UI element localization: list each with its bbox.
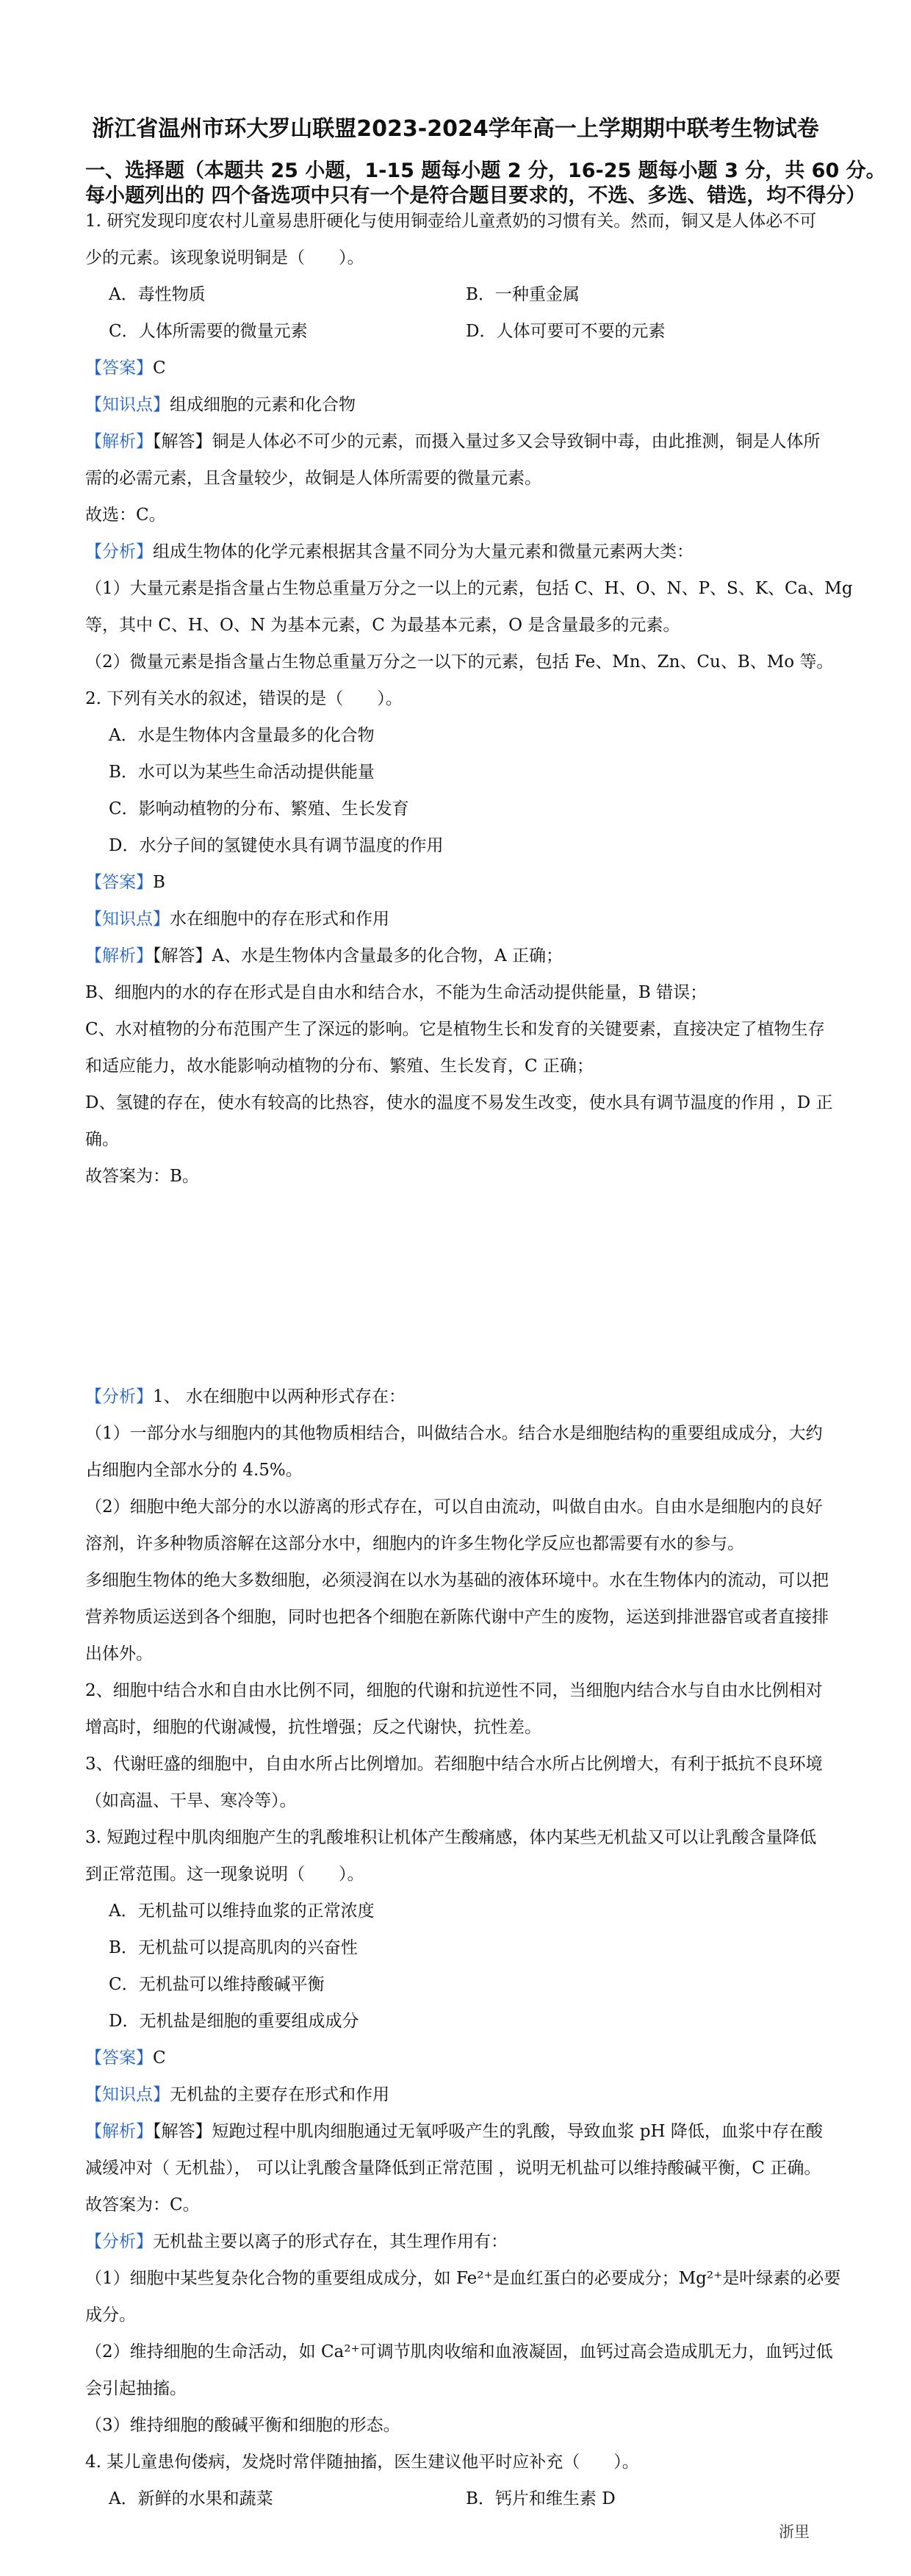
analysis-tag: 【解析】 <box>85 946 153 965</box>
q3-fenxi <box>85 2231 508 2253</box>
q3-option-d: D．无机盐是细胞的重要组成成分 <box>109 2012 359 2031</box>
q4-stem: 4. 某儿童患佝偻病，发烧时常伴随抽搐，医生建议他平时应补充（ ）。 <box>85 2453 639 2472</box>
section-heading: 一、选择题（本题共 25 小题，1-15 题每小题 2 分，16-25 题每小题 3 分，共 60 分。 <box>85 159 886 182</box>
answer-tag: 【答案】 <box>85 2048 153 2068</box>
q1-option-a: A．毒性物质 <box>109 285 206 304</box>
q1-answer <box>85 357 166 379</box>
q2-solution-line: D、氢键的存在，使水有较高的比热容，使水的温度不易发生改变，使水具有调节温度的作用 ，D 正 <box>85 1093 833 1112</box>
q3-solution-line: 减缓冲对（ 无机盐）， 可以让乳酸含量降低到正常范围 ，说明无机盐可以维持酸碱平衡，C 正确。 <box>85 2159 821 2178</box>
q1-solution-final: 故选：C。 <box>85 506 166 525</box>
analysis-tag: 【解析】 <box>85 432 153 451</box>
q3-fenxi-line: （3）维持细胞的酸碱平衡和细胞的形态。 <box>85 2416 400 2435</box>
q3-fenxi-text: 无机盐主要以离子的形式存在，其生理作用有： <box>153 2232 508 2251</box>
q3-option-a: A．无机盐可以维持血浆的正常浓度 <box>109 1902 375 1921</box>
q3-option-c: C．无机盐可以维持酸碱平衡 <box>109 1975 325 1994</box>
q3-stem-cont: 到正常范围。这一现象说明（ ）。 <box>85 1865 364 1884</box>
q3-knowledge-value: 无机盐的主要存在形式和作用 <box>170 2085 389 2104</box>
q2-fenxi-text: 1、 水在细胞中以两种形式存在： <box>153 1387 406 1406</box>
knowledge-tag: 【知识点】 <box>85 910 170 929</box>
q3-solution-final: 故答案为：C。 <box>85 2195 200 2215</box>
q2-fenxi-line: 溶剂，许多种物质溶解在这部分水中，细胞内的许多生物化学反应也都需要有水的参与。 <box>85 1534 744 1553</box>
q1-solution <box>85 431 821 453</box>
q1-option-b: B．一种重金属 <box>466 285 580 304</box>
q1-stem: 1. 研究发现印度农村儿童易患肝硬化与使用铜壶给儿童煮奶的习惯有关。然而，铜又是人体必不可 <box>85 212 817 231</box>
q2-solution-line: C、水对植物的分布范围产生了深远的影响。它是植物生长和发育的关键要素，直接决定了植物生存 <box>85 1020 825 1039</box>
q2-solution-final: 故答案为：B。 <box>85 1167 199 1186</box>
q2-solution <box>85 945 563 967</box>
page-footer: 浙里 <box>779 2523 810 2541</box>
q3-fenxi-line: 会引起抽搐。 <box>85 2379 187 2398</box>
q3-option-b: B．无机盐可以提高肌肉的兴奋性 <box>109 1938 358 1957</box>
q1-fenxi-text: 组成生物体的化学元素根据其含量不同分为大量元素和微量元素两大类： <box>153 542 694 561</box>
knowledge-tag: 【知识点】 <box>85 2085 170 2104</box>
q2-fenxi-line: （1）一部分水与细胞内的其他物质相结合，叫做结合水。结合水是细胞结构的重要组成成分，大约 <box>85 1424 823 1443</box>
q1-solution-text: 铜是人体必不可少的元素，而摄入量过多又会导致铜中毒，由此推测，铜是人体所 <box>212 432 821 451</box>
exam-title: 浙江省温州市环大罗山联盟2023-2024学年高一上学期期中联考生物试卷 <box>92 116 819 142</box>
q2-option-b: B．水可以为某些生命活动提供能量 <box>109 763 375 782</box>
q3-knowledge <box>85 2084 389 2106</box>
fenxi-tag: 【分析】 <box>85 1387 153 1406</box>
q2-answer <box>85 871 165 893</box>
q2-knowledge <box>85 908 389 930</box>
q3-solution <box>85 2120 823 2143</box>
answer-tag: 【答案】 <box>85 873 153 892</box>
q1-option-c: C．人体所需要的微量元素 <box>109 322 308 341</box>
q1-stem-cont: 少的元素。该现象说明铜是（ ）。 <box>85 248 364 267</box>
q2-stem: 2. 下列有关水的叙述，错误的是（ ）。 <box>85 689 403 708</box>
q2-option-d: D．水分子间的氢键使水具有调节温度的作用 <box>109 836 444 855</box>
q2-fenxi-line: 占细胞内全部水分的 4.5%。 <box>85 1461 303 1480</box>
q1-fenxi-line: 等，其中 C、H、O、N 为基本元素，C 为最基本元素，O 是含量最多的元素。 <box>85 616 680 635</box>
q2-fenxi-line: 出体外。 <box>85 1644 153 1663</box>
q2-knowledge-value: 水在细胞中的存在形式和作用 <box>170 910 389 929</box>
q3-fenxi-line: （2）维持细胞的生命活动，如 Ca²⁺可调节肌肉收缩和血液凝固，血钙过高会造成肌无力，血钙过低 <box>85 2342 833 2361</box>
q3-fenxi-line: 成分。 <box>85 2306 136 2325</box>
solution-tag: 【解答】 <box>153 432 212 451</box>
knowledge-tag: 【知识点】 <box>85 395 170 414</box>
answer-tag: 【答案】 <box>85 359 153 378</box>
q2-fenxi-line: 多细胞生物体的绝大多数细胞，必须浸润在以水为基础的液体环境中。水在生物体内的流动，可以把 <box>85 1571 829 1590</box>
q2-fenxi-line: （如高温、干旱、寒冷等）。 <box>85 1791 297 1810</box>
section-heading-cont: 每小题列出的 四个备选项中只有一个是符合题目要求的，不选、多选、错选，均不得分） <box>85 184 866 207</box>
q2-fenxi <box>85 1386 406 1408</box>
fenxi-tag: 【分析】 <box>85 2232 153 2251</box>
q3-answer-value: C <box>153 2048 166 2068</box>
analysis-tag: 【解析】 <box>85 2122 153 2141</box>
q2-answer-value: B <box>153 873 165 892</box>
q4-option-b: B．钙片和维生素 D <box>466 2489 616 2508</box>
q3-fenxi-line: （1）细胞中某些复杂化合物的重要组成成分，如 Fe²⁺是血红蛋白的必要成分；Mg²⁺是叶绿素的必要 <box>85 2269 841 2288</box>
q1-option-d: D．人体可要可不要的元素 <box>466 322 666 341</box>
q2-fenxi-line: 营养物质运送到各个细胞，同时也把各个细胞在新陈代谢中产生的废物，运送到排泄器官或者直接排 <box>85 1608 829 1627</box>
q1-knowledge-value: 组成细胞的元素和化合物 <box>170 395 356 414</box>
q2-solution-line: B、细胞内的水的存在形式是自由水和结合水，不能为生命活动提供能量，B 错误； <box>85 983 707 1002</box>
q2-option-c: C．影响动植物的分布、繁殖、生长发育 <box>109 799 409 819</box>
q2-fenxi-line: 3、代谢旺盛的细胞中，自由水所占比例增加。若细胞中结合水所占比例增大，有利于抵抗不良环境 <box>85 1755 823 1774</box>
q2-solution-line: 和适应能力，故水能影响动植物的分布、繁殖、生长发育，C 正确； <box>85 1057 594 1076</box>
q2-fenxi-line: 2、细胞中结合水和自由水比例不同，细胞的代谢和抗逆性不同，当细胞内结合水与自由水比例相对 <box>85 1681 823 1700</box>
q3-answer <box>85 2047 166 2069</box>
fenxi-tag: 【分析】 <box>85 542 153 561</box>
solution-tag: 【解答】 <box>153 2122 212 2141</box>
q1-answer-value: C <box>153 359 166 378</box>
q1-knowledge <box>85 394 356 416</box>
q1-fenxi-line: （1）大量元素是指含量占生物总重量万分之一以上的元素，包括 C、H、O、N、P、S、K、Ca、Mg <box>85 579 853 598</box>
solution-tag: 【解答】 <box>153 946 212 965</box>
q2-option-a: A．水是生物体内含量最多的化合物 <box>109 726 375 745</box>
q1-solution-cont: 需的必需元素，且含量较少，故铜是人体所需要的微量元素。 <box>85 469 541 488</box>
q3-stem: 3. 短跑过程中肌肉细胞产生的乳酸堆积让机体产生酸痛感，体内某些无机盐又可以让乳酸含量降低 <box>85 1828 817 1847</box>
q2-fenxi-line: 增高时，细胞的代谢减慢，抗性增强；反之代谢快，抗性差。 <box>85 1718 541 1737</box>
q1-fenxi <box>85 541 694 563</box>
q4-option-a: A．新鲜的水果和蔬菜 <box>109 2489 273 2508</box>
q2-solution-text: A、水是生物体内含量最多的化合物，A 正确； <box>212 946 563 965</box>
q2-solution-line: 确。 <box>85 1130 119 1149</box>
q3-solution-text: 短跑过程中肌肉细胞通过无氧呼吸产生的乳酸，导致血浆 pH 降低，血浆中存在酸 <box>212 2122 823 2141</box>
q2-fenxi-line: （2）细胞中绝大部分的水以游离的形式存在，可以自由流动，叫做自由水。自由水是细胞内的良好 <box>85 1497 823 1517</box>
q1-fenxi-line: （2）微量元素是指含量占生物总重量万分之一以下的元素，包括 Fe、Mn、Zn、Cu、B、Mo 等。 <box>85 652 834 672</box>
